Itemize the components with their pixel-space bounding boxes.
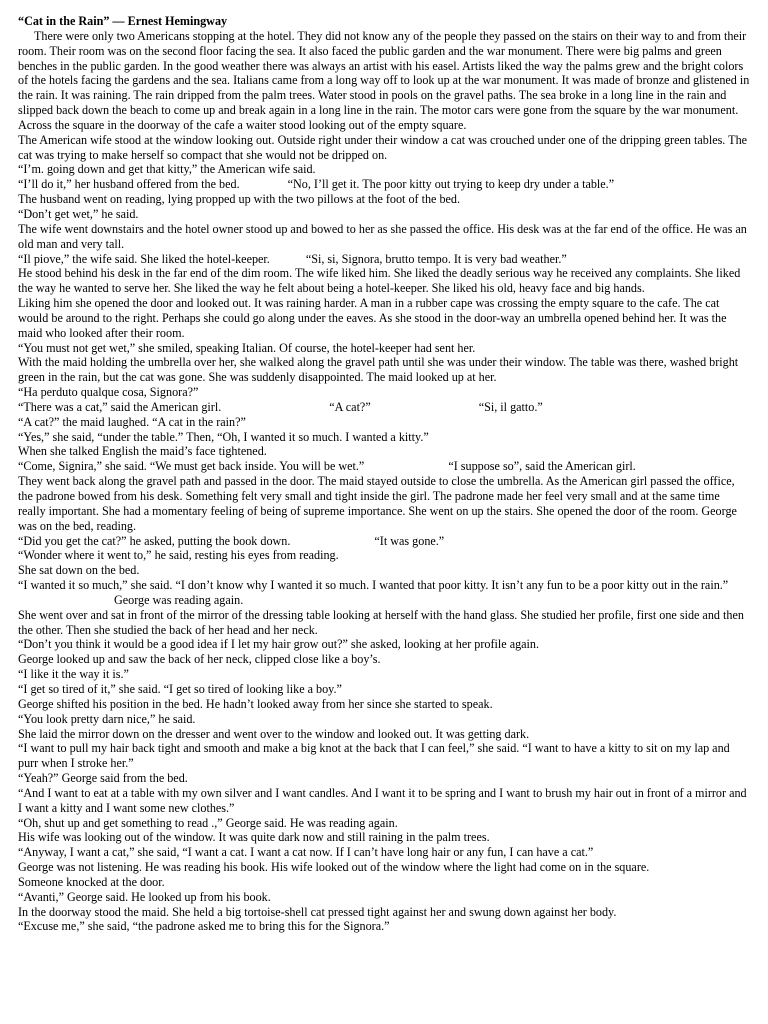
paragraph: “Wonder where it went to,” he said, resting his eyes from reading.	[18, 548, 339, 563]
paragraph: When she talked English the maid’s face tightened.	[18, 444, 267, 459]
paragraph: “Yeah?” George said from the bed.	[18, 771, 188, 786]
paragraph: “Anyway, I want a cat,” she said, “I want a cat. I want a cat now. If I can’t have long hair or any fun, I can have a cat.”	[18, 845, 594, 860]
paragraph: “Avanti,” George said. He looked up from his book.	[18, 889, 271, 904]
story-document	[18, 14, 750, 934]
dialogue-segment: George was not listening. He was reading his book. His wife looked out of the window where the light had come on in the square.	[18, 860, 650, 875]
paragraph: “I want to pull my hair back tight and smooth and make a big knot at the back that I can feel,” she said. “I want to have a kitty to sit on my lap and purr when I stroke her.”	[18, 741, 730, 771]
dialogue-segment: George was reading again.	[114, 592, 244, 607]
dialogue-segment: “Si, si, Signora, brutto tempo. It is very bad weather.”	[305, 251, 567, 266]
paragraph: “I get so tired of it,” she said. “I get so tired of looking like a boy.”	[18, 681, 342, 696]
paragraph: “And I want to eat at a table with my own silver and I want candles. And I want it to be spring and I want to brush my hair out in front of a mirror and I want a kitty and I want some new clothes.”	[18, 785, 747, 815]
paragraph: There were only two Americans stopping at the hotel. They did not know any of the people they passed on the stairs on their way to and from their room. Their room was on the second floor facing the sea. It also faced the public garden and the war monument. There were big palms and green benches in the public garden. In the good weather there was always an artist with his easel. Artists liked the way the palms grew and the bright colors of the hotels facing the gardens and the sea. Italians came from a long way off to look up at the war monument. It was made of bronze and glistened in the rain. It was raining. The rain dripped from the palm trees. Water stood in pools on the gravel paths. The sea broke in a long line in the rain and slipped back down the beach to come up and break again in a long line in the rain. The motor cars were gone from the square by the war monument. Across the square in the doorway of the cafe a waiter stood looking out of the empty square.	[18, 28, 750, 132]
dialogue-segment: “No, I’ll get it. The poor kitty out trying to keep dry under a table.”	[287, 177, 615, 192]
dialogue-segment: Someone knocked at the door.	[18, 874, 165, 889]
paragraph	[18, 860, 750, 890]
paragraph: “Don’t you think it would be a good idea if I let my hair grow out?” she asked, looking at her profile again.	[18, 637, 540, 652]
paragraph: “Ha perduto qualque cosa, Signora?”	[18, 385, 199, 400]
paragraph: “You must not get wet,” she smiled, speaking Italian. Of course, the hotel-keeper had sent her.	[18, 340, 476, 355]
paragraph: The wife went downstairs and the hotel owner stood up and bowed to her as she passed the office. His desk was at the far end of the office. He was an old man and very tall.	[18, 221, 747, 251]
dialogue-segment: “It was gone.”	[374, 533, 445, 548]
dialogue-segment: “I suppose so”, said the American girl.	[448, 459, 636, 474]
paragraph	[18, 534, 750, 549]
dialogue-segment: “Si, il gatto.”	[478, 399, 543, 414]
dialogue-segment: “Did you get the cat?” he asked, putting the book down.	[18, 533, 291, 548]
paragraph: The American wife stood at the window looking out. Outside right under their window a cat was crouched under one of the dripping green tables. The cat was trying to make herself so compact that she would not be dripped on.	[18, 132, 748, 162]
paragraph: “Excuse me,” she said, “the padrone asked me to bring this for the Signora.”	[18, 919, 390, 934]
paragraph: Liking him she opened the door and looked out. It was raining harder. A man in a rubber cape was crossing the empty square to the cafe. The cat would be around to the right. Perhaps she could go along under the eaves. As she stood in the door-way an umbrella opened behind her. It was the maid who looked after their room.	[18, 296, 727, 340]
paragraph: George shifted his position in the bed. He hadn’t looked away from her since she started to speak.	[18, 696, 493, 711]
dialogue-segment: “A cat?”	[329, 399, 371, 414]
paragraph: “Oh, shut up and get something to read .,” George said. He was reading again.	[18, 815, 398, 830]
paragraph: “You look pretty darn nice,” he said.	[18, 711, 196, 726]
paragraph: “Yes,” she said, “under the table.” Then, “Oh, I wanted it so much. I wanted a kitty.”	[18, 429, 429, 444]
paragraph	[18, 459, 750, 474]
paragraph: She laid the mirror down on the dresser and went over to the window and looked out. It was getting dark.	[18, 726, 530, 741]
dialogue-segment: “I’ll do it,” her husband offered from the bed.	[18, 177, 240, 192]
paragraph	[18, 578, 750, 608]
paragraph: “Don’t get wet,” he said.	[18, 206, 139, 221]
dialogue-segment: “Il piove,” the wife said. She liked the hotel-keeper.	[18, 251, 270, 266]
paragraph: He stood behind his desk in the far end of the dim room. The wife liked him. She liked the deadly serious way he received any complaints. She liked the way he wanted to serve her. She liked the way he felt about being a hotel-keeper. She liked his old, heavy face and big hands.	[18, 266, 741, 296]
dialogue-segment: “I wanted it so much,” she said. “I don’t know why I wanted it so much. I wanted that poor kitty. It isn’t any fun to be a poor kitty out in the rain.”	[18, 578, 729, 593]
story-title: “Cat in the Rain” — Ernest Hemingway	[18, 14, 228, 28]
paragraph: She went over and sat in front of the mirror of the dressing table looking at herself with the hand glass. She studied her profile, first one side and then the other. Then she studied the back of her head and her neck.	[18, 607, 744, 637]
paragraph: With the maid holding the umbrella over her, she walked along the gravel path until she was under their window. The table was there, washed bright green in the rain, but the cat was gone. She was suddenly disappointed. The maid looked up at her.	[18, 355, 739, 385]
paragraph: The husband went on reading, lying propped up with the two pillows at the foot of the bed.	[18, 192, 461, 207]
paragraph	[18, 252, 750, 267]
paragraph: His wife was looking out of the window. It was quite dark now and still raining in the palm trees.	[18, 830, 490, 845]
paragraph	[18, 177, 750, 192]
paragraph: George looked up and saw the back of her neck, clipped close like a boy’s.	[18, 652, 381, 667]
paragraph: “I’m. going down and get that kitty,” the American wife said.	[18, 162, 316, 177]
dialogue-segment: “There was a cat,” said the American girl.	[18, 399, 222, 414]
paragraph	[18, 400, 750, 415]
paragraph: They went back along the gravel path and passed in the door. The maid stayed outside to close the umbrella. As the American girl passed the office, the padrone bowed from his desk. Something felt very small and tight inside the girl. The padrone made her feel very small and at the same time really important. She had a momentary feeling of being of supreme importance. She went on up the stairs. She opened the door of the room. George was on the bed, reading.	[18, 474, 737, 533]
paragraph: “A cat?” the maid laughed. “A cat in the rain?”	[18, 414, 246, 429]
paragraph: “I like it the way it is.”	[18, 667, 129, 682]
paragraph: She sat down on the bed.	[18, 563, 140, 578]
dialogue-segment: “Come, Signira,” she said. “We must get back inside. You will be wet.”	[18, 459, 365, 474]
paragraph: In the doorway stood the maid. She held a big tortoise-shell cat pressed tight against her and swung down against her body.	[18, 904, 617, 919]
